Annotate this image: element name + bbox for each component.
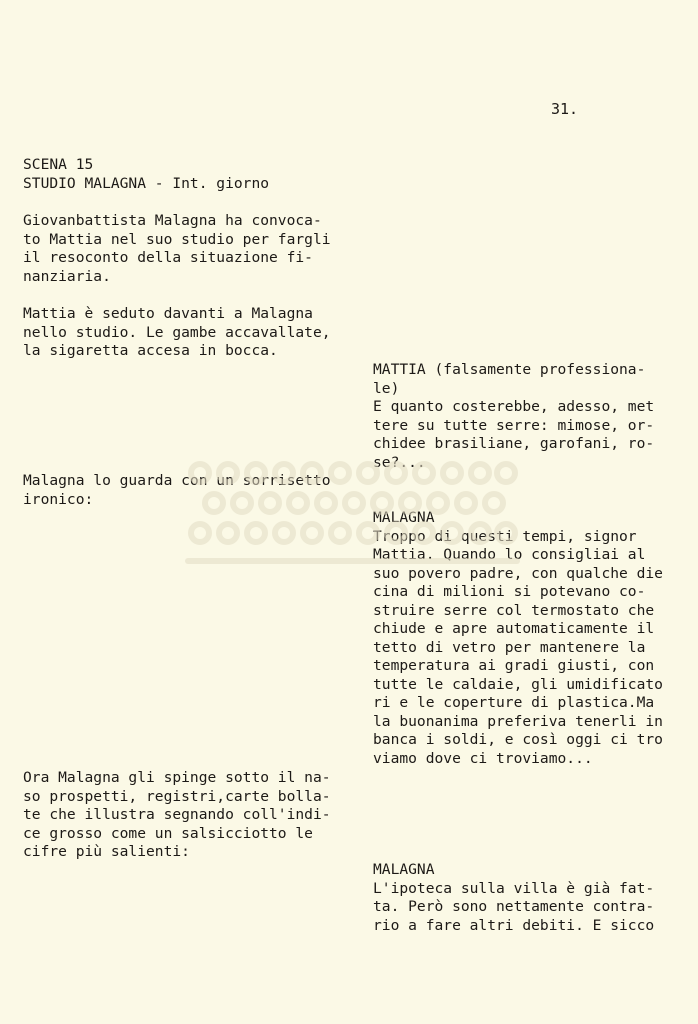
dialogue-line: chidee brasiliane, garofani, ro-: [373, 435, 655, 452]
dialogue-line: Troppo di questi tempi, signor: [373, 527, 637, 545]
text-line: la sigaretta accesa in bocca.: [23, 342, 278, 359]
text-line: cifre più salienti:: [23, 843, 190, 860]
dialogue-malagna-2: [373, 861, 693, 935]
text-line: Mattia è seduto davanti a Malagna: [23, 305, 313, 322]
dialogue-line: se?...: [373, 453, 426, 471]
dialogue-line: tutte le caldaie, gli umidificato: [373, 675, 663, 693]
text-line: to Mattia nel suo studio per fargli: [23, 230, 331, 248]
character-cue: MATTIA (falsamente professiona-: [373, 361, 646, 378]
dialogue-line: Mattia. Quando lo consigliai al: [373, 546, 646, 563]
dialogue-line: suo povero padre, con qualche die: [373, 564, 663, 582]
dialogue-line: rio a fare altri debiti. E sicco: [373, 916, 655, 934]
text-line: te che illustra segnando coll'indi-: [23, 806, 331, 823]
text-line: Giovanbattista Malagna ha convoca-: [23, 212, 322, 229]
action-paragraph-1: [23, 212, 358, 286]
dialogue-line: struire serre col termostato che: [373, 601, 655, 619]
action-paragraph-4: [23, 769, 358, 862]
scene-location: STUDIO MALAGNA - Int. giorno: [23, 174, 270, 192]
character-cue: MALAGNA: [373, 509, 435, 526]
text-line: ce grosso come un salsicciotto le: [23, 824, 313, 842]
archive-stamp-watermark: [180, 453, 525, 578]
scene-heading: [23, 156, 358, 193]
dialogue-line: ri e le coperture di plastica.Ma: [373, 694, 655, 711]
dialogue-line: ta. Però sono nettamente contra-: [373, 898, 655, 915]
dialogue-line: tere su tutte serre: mimose, or-: [373, 416, 655, 434]
text-line: Ora Malagna gli spinge sotto il na-: [23, 769, 331, 786]
dialogue-line: le): [373, 379, 400, 397]
dialogue-line: L'ipoteca sulla villa è già fat-: [373, 879, 655, 897]
text-line: nello studio. Le gambe accavallate,: [23, 323, 331, 341]
text-line: nanziaria.: [23, 267, 111, 285]
text-line: ironico:: [23, 490, 94, 508]
character-cue: MALAGNA: [373, 861, 435, 878]
dialogue-line: E quanto costerebbe, adesso, met: [373, 398, 655, 415]
dialogue-line: la buonanima preferiva tenerli in: [373, 712, 663, 730]
action-paragraph-2: [23, 305, 358, 361]
text-line: Malagna lo guarda con un sorrisetto: [23, 472, 331, 489]
dialogue-line: banca i soldi, e così oggi ci tro: [373, 731, 663, 748]
dialogue-line: cina di milioni si potevano co-: [373, 583, 646, 600]
dialogue-line: temperatura ai gradi giusti, con: [373, 657, 655, 674]
text-line: il resoconto della situazione fi-: [23, 249, 313, 266]
dialogue-line: viamo dove ci troviamo...: [373, 749, 593, 767]
page-number: 31.: [551, 100, 579, 118]
scene-number: SCENA 15: [23, 156, 94, 173]
dialogue-line: chiude e apre automaticamente il: [373, 620, 655, 637]
dialogue-line: tetto di vetro per mantenere la: [373, 638, 646, 656]
text-line: so prospetti, registri,carte bolla-: [23, 787, 331, 805]
